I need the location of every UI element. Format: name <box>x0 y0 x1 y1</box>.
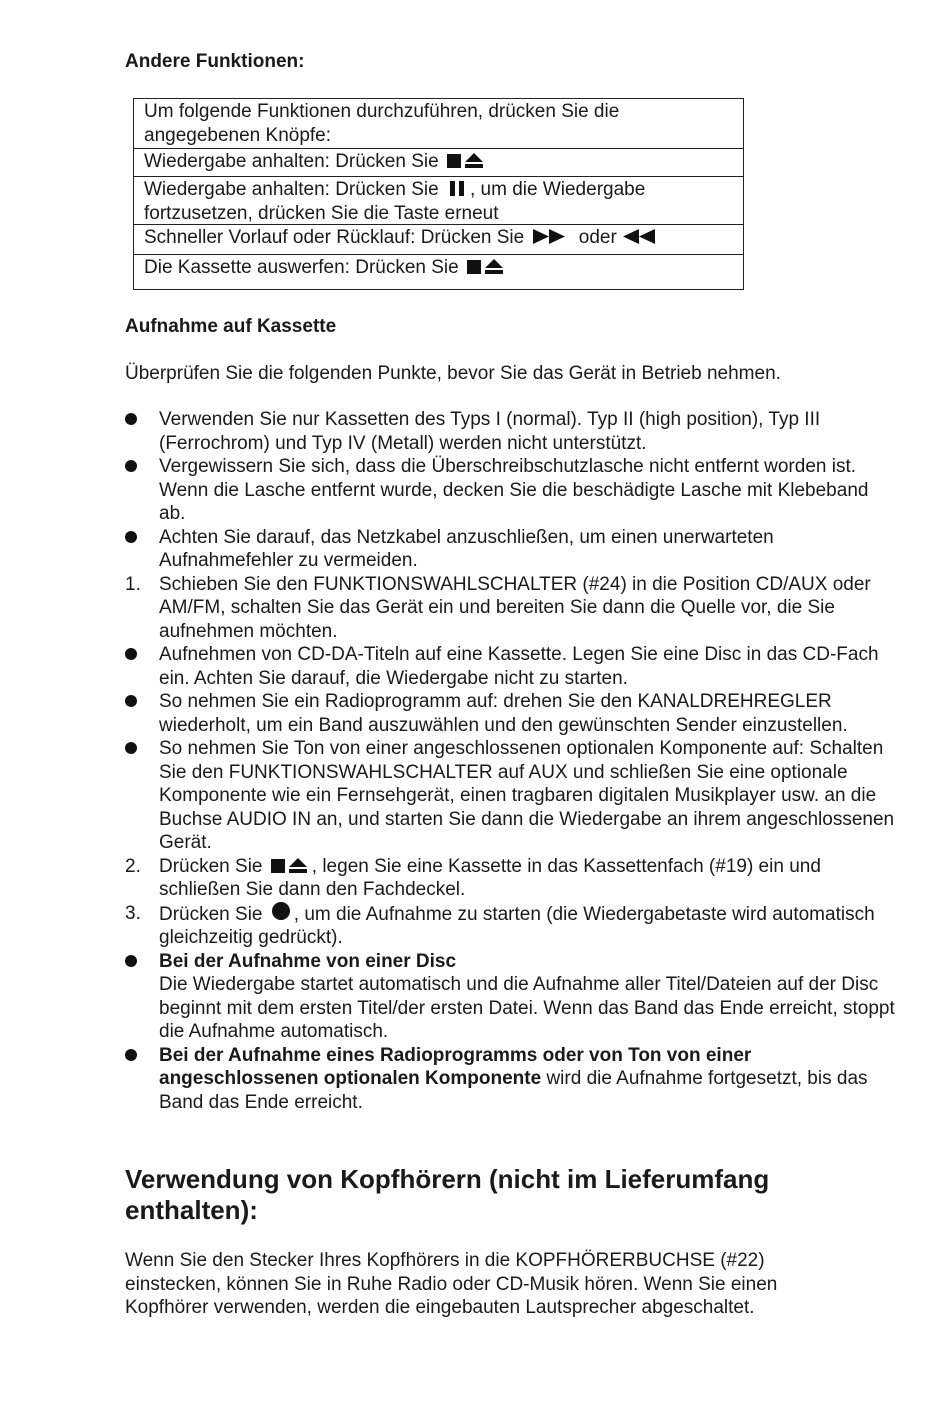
bullet-dot-icon <box>125 648 137 660</box>
stop-eject-icon <box>446 152 486 169</box>
step-number: 1. <box>125 573 141 595</box>
bullet-dot-icon <box>125 742 137 754</box>
bullet-dot-icon <box>125 695 137 707</box>
list-item: 3. Drücken Sie , um die Aufnahme zu starten (die Wiedergabetaste wird automatisch gleichzeitig gedrückt). <box>125 902 875 948</box>
table-row-seek-or: oder <box>578 227 617 248</box>
list-item: Achten Sie darauf, das Netzkabel anzuschließen, um einen unerwarteten Aufnahmefehler zu vermeiden. <box>125 526 900 573</box>
table-row-pause <box>134 176 743 224</box>
list-item: Verwenden Sie nur Kassetten des Typs I (normal). Typ II (high position), Typ III (Ferrochrom) und Typ IV (Metall) werden nicht unterstützt. <box>125 408 900 455</box>
table-row-seek-text: Schneller Vorlauf oder Rücklauf: Drücken Sie <box>144 227 525 248</box>
heading-recording: Aufnahme auf Kassette <box>125 316 337 337</box>
table-row-pause-suffix: , um die Wiedergabe fortzusetzen, drücken Sie die Taste erneut <box>144 179 646 224</box>
list-item: Bei der Aufnahme eines Radioprogramms oder von Ton von einer angeschlossenen optionalen Komponente wird die Aufnahme fortgesetzt, bis das Band das Ende erreicht. <box>125 1044 900 1115</box>
bullet-dot-icon <box>125 531 137 543</box>
table-row-eject-text: Die Kassette auswerfen: Drücken Sie <box>144 257 459 278</box>
table-row-eject <box>134 254 743 289</box>
heading-other-functions: Andere Funktionen: <box>125 51 305 72</box>
step-number: 3. <box>125 902 141 924</box>
bullet-dot-icon <box>125 413 137 425</box>
heading-headphones: Verwendung von Kopfhörern (nicht im Lieferumfang enthalten): <box>125 1164 770 1225</box>
record-icon <box>270 902 292 922</box>
function-table <box>133 98 744 290</box>
fast-forward-icon <box>531 228 571 245</box>
stop-eject-icon <box>466 258 506 275</box>
bullet-dot-icon <box>125 460 137 472</box>
stop-eject-icon <box>270 857 310 874</box>
table-intro: Um folgende Funktionen durchzuführen, drücken Sie die angegebenen Knöpfe: <box>144 101 620 146</box>
list-item: So nehmen Sie ein Radioprogramm auf: drehen Sie den KANALDREHREGLER wiederholt, um ein Band auszuwählen und den gewünschten Sender einzustellen. <box>125 690 900 737</box>
list-item: Aufnehmen von CD-DA-Titeln auf eine Kassette. Legen Sie eine Disc in das CD-Fach ein. Achten Sie darauf, die Wiedergabe nicht zu starten. <box>125 643 900 690</box>
list-item: Vergewissern Sie sich, dass die Überschreibschutzlasche nicht entfernt worden ist. Wenn die Lasche entfernt wurde, decken Sie die beschädigte Lasche mit Klebeband ab. <box>125 455 900 526</box>
headphones-text: Wenn Sie den Stecker Ihres Kopfhörers in die KOPFHÖRERBUCHSE (#22) einstecken, können Sie in Ruhe Radio oder CD-Musik hören. Wenn Sie einen Kopfhörer verwenden, werden die eingebauten Lautsprecher abgeschaltet. <box>125 1250 778 1318</box>
pause-icon <box>446 180 468 197</box>
rewind-icon <box>619 228 659 245</box>
bullet-dot-icon <box>125 955 137 967</box>
table-row-stop <box>134 148 743 176</box>
table-row-pause-text: Wiedergabe anhalten: Drücken Sie <box>144 179 439 200</box>
recording-steps-list <box>125 408 900 1114</box>
step-number: 2. <box>125 855 141 877</box>
bullet-dot-icon <box>125 1049 137 1061</box>
list-item: 2. Drücken Sie , legen Sie eine Kassette in das Kassettenfach (#19) ein und schließen Sie dann den Fachdeckel. <box>125 855 821 900</box>
table-row-seek <box>134 224 743 254</box>
list-item: So nehmen Sie Ton von einer angeschlossenen optionalen Komponente auf: Schalten Sie den FUNKTIONSWAHLSCHALTER auf AUX und schließen Sie eine optionale Komponente wie ein Fernsehgerät, einen tragbaren digitalen Musikplayer usw. an die Buchse AUDIO IN an, und starten Sie dann die Wiedergabe an ihrem angeschlossenen Gerät. <box>125 737 900 855</box>
list-item: Bei der Aufnahme von einer Disc Die Wiedergabe startet automatisch und die Aufnahme aller Titel/Dateien auf der Disc beginnt mit dem ersten Titel/der ersten Datei. Wenn das Band das Ende erreicht, stoppt die Aufnahme automatisch. <box>125 950 900 1044</box>
check-intro: Überprüfen Sie die folgenden Punkte, bevor Sie das Gerät in Betrieb nehmen. <box>125 363 781 384</box>
table-row-stop-text: Wiedergabe anhalten: Drücken Sie <box>144 151 439 172</box>
list-item: 1. Schieben Sie den FUNKTIONSWAHLSCHALTER (#24) in die Position CD/AUX oder AM/FM, schalten Sie das Gerät ein und bereiten Sie dann die Quelle vor, die Sie aufnehmen möchten. <box>125 573 871 642</box>
table-intro-row <box>134 99 743 148</box>
